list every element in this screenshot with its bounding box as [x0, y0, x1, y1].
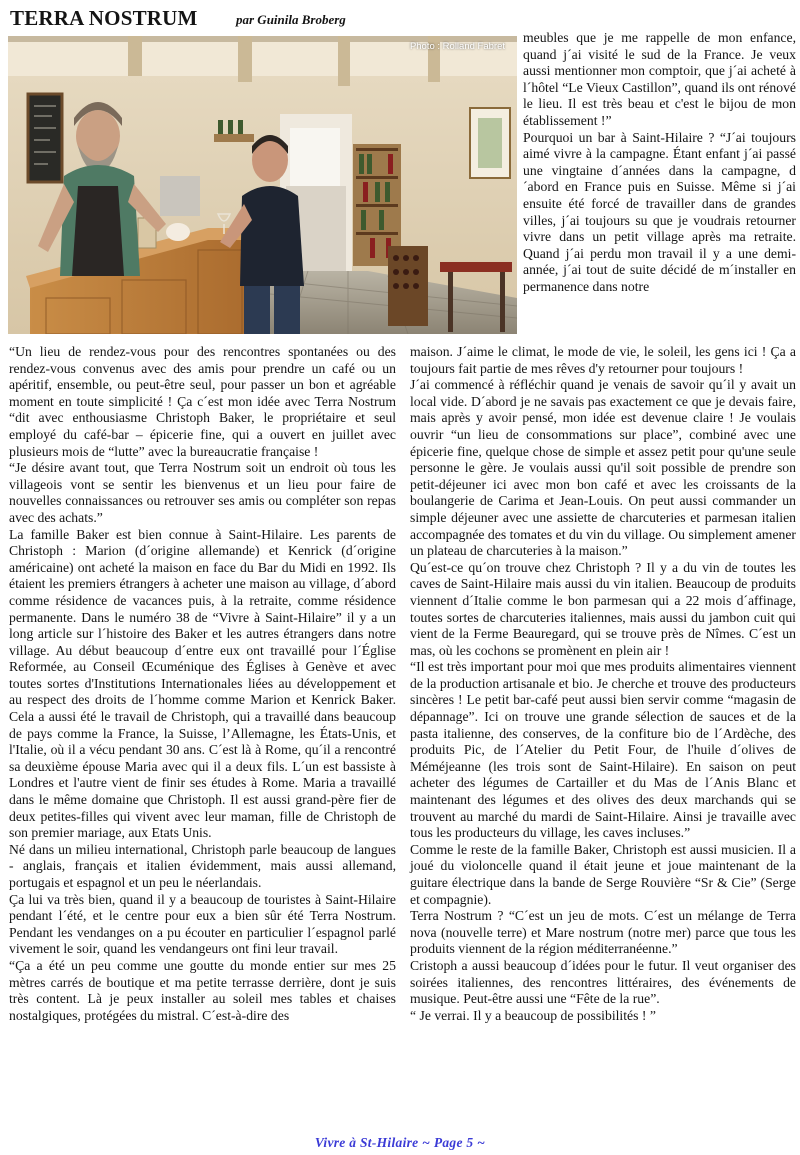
article-text-right-top — [523, 30, 796, 296]
cafe-interior-illustration — [8, 36, 517, 334]
paragraph: J´ai commencé à réfléchir quand je venais de savoir qu´il y avait un local vide. D´abord je ne savais pas exactement ce que je devais faire, mais après y avoir pensé, mon idée est devenue claire ! Je voulais ouvrir “un lieu de consommations sur place”, combiné avec une épicerie fine, quelque chose de simple et assez petit pour qu'une seule personne le gère. Je voulais aussi qu'il soit possible de prendre son petit-déjeuner ici avec mon bon café et avec les croissants de la boulangerie de Carima et Jean-Louis. On peut aussi commander un simple déjeuner avec une assiette de charcuteries et parmesan italien accompagnée des tomates et du vin du village. Ou simplement amener un plateau de charcuteries à la maison.” — [410, 377, 796, 559]
photo-credit: Photo : Rolland Fabret — [409, 41, 505, 52]
paragraph: maison. J´aime le climat, le mode de vie, le soleil, les gens ici ! Ça a toujours fait partie de mes rêves d'y retourner pour toujours ! — [410, 344, 796, 376]
paragraph: Qu´est-ce qu´on trouve chez Christoph ? Il y a du vin de toutes les caves de Saint-Hilaire mais aussi du vin italien. Beaucoup de produits viennent d´Italie comme le bon parmesan qui a 22 mois d´affinage, toutes sortes de charcuteries italiennes, mais aussi du jambon cuit qui vient de la Ferme Beauregard, qui se trouve près de Nîmes. C´est un mas, où les cochons se promènent en plein air ! — [410, 559, 796, 658]
paragraph: meubles que je me rappelle de mon enfance, quand j´ai visité le sud de la France. Je veux aussi mentionner mon comptoir, que j´ai acheté à l´hôtel “Le Vieux Castillon”, quand ils ont rénové le lieu. Il est très beau et c'est le bijou de mon établissement !” — [523, 30, 796, 128]
article-text-right-bottom — [410, 344, 796, 1024]
paragraph: Comme le reste de la famille Baker, Christoph est aussi musicien. Il a joué du violoncelle quand il était jeune et joue maintenant de la guitare électrique dans la bande de Serge Rouvière “Sr & Cie” (Serge et compagnie). — [410, 841, 796, 907]
paragraph: Pourquoi un bar à Saint-Hilaire ? “J´ai toujours aimé vivre à la campagne. Étant enfant j´ai passé une vingtaine d´années dans la campagne, d´abord en France puis en Suisse. Même si j´ai ensuite été forcé de travailler dans de grandes villes, j´ai toujours su que je voudrais retourner vivre dans un petit village après ma retraite. Quand j´ai perdu mon travail il y a une demi-année, j´ai tout de suite décidé de m´installer en permanence dans notre — [523, 129, 796, 294]
paragraph: Ça lui va très bien, quand il y a beaucoup de touristes à Saint-Hilaire pendant l´été, et le centre pour eux a bien sûr été Terra Nostrum. Pendant les vendanges on a pu écouter en particulier l´espagnol parlé vivement le soir, quand les vendangeurs ont fini leur travail. — [9, 891, 396, 957]
page-footer: Vivre à St-Hilaire ~ Page 5 ~ — [314, 1135, 486, 1150]
paragraph: “Je désire avant tout, que Terra Nostrum soit un endroit où tous les villageois vont se sentir les bienvenus et un lieu pour faire de nouvelles connaissances ou retrouver ses amis ou compléter son repas avec des achats.” — [9, 460, 396, 525]
paragraph: “Un lieu de rendez-vous pour des rencontres spontanées ou des rendez-vous convenus avec des amis pour prendre un café ou un apéritif, ensemble, ou peut-être seul, pour passer un bon et agréable moment en toute simplicité ! Ça c´est mon idée avec Terra Nostrum “dit avec enthousiasme Christoph Baker, le propriétaire et seul employé du café-bar – épicerie fine, qui a ouvert en juillet avec plusieurs mois de “lutte” avec la bureaucratie française ! — [9, 344, 396, 459]
paragraph: “Ça a été un peu comme une goutte du monde entier sur mes 25 mètres carrés de boutique et ma petite terrasse derrière, dont je suis très content. Là je peux installer au soleil mes tables et chaises nostalgiques, protégées du mistral. C´est-à-dire des — [9, 957, 396, 1023]
article-title: TERRA NOSTRUM — [10, 6, 198, 30]
paragraph: “ Je verrai. Il y a beaucoup de possibilités ! ” — [410, 1007, 656, 1023]
paragraph: “Il est très important pour moi que mes produits alimentaires viennent de la production artisanale et bio. Je cherche et trouve des producteurs sincères ! Le petit bar-café peut aussi bien servir comme “magasin de dépannage”. Ici on trouve une grande sélection de sauces et de la pasta italienne, des conserves, de la confiture bio de l´Ardèche, des produits Pic, de l´Atelier du Petit Four, de l'huile d´olives de Méméjeanne (les trois sont de Saint-Hilaire). En saison on peut acheter des légumes de Cartailler et du Mas de l´Anis Blanc et maintenant des légumes et des olives des deux marchands qui se trouvent au marché du mardi de Saint-Hilaire. Ainsi je travaille avec tous les producteurs du village, les caves incluses.” — [410, 659, 796, 841]
paragraph: Cristoph a aussi beaucoup d´idées pour le futur. Il veut organiser des soirées italiennes, des rencontres littéraires, des événements de musique. Peut-être aussi une “Fête de la rue”. — [410, 957, 796, 1007]
paragraph: La famille Baker est bien connue à Saint-Hilaire. Les parents de Christoph : Marion (d´origine allemande) et Kenrick (d´origine américaine) ont acheté la maison en face du Bar du Midi en 1992. Ils étaient les premiers étrangers à acheter une maison au village, d´abord comme résidence de vacances puis, à la retraite, comme résidence permanente. Dans le numéro 38 de “Vivre à Saint-Hilaire” il y a un long article sur l´histoire des Baker et les autres étrangers dans notre village. Au début beaucoup d´entre eux ont travaillé pour l´Église Reformée, au Conseil Œcuménique des Églises à Genève et avec toutes sortes d'Institutions Internationales liées au développement et au respect des droits de l´homme comme Marion et Kenrick Baker. Cela a aussi été le travail de Christoph, qui a travaillé dans beaucoup de pays comme la France, la Suisse, l’Allemagne, les États-Unis, et l'Italie, où il a vécu pendant 30 ans. C´est là à Rome, qu´il a rencontré sa deuxième épouse Maria avec qui il a deux fils. L´un est bassiste à Londres et l'autre vient de finir ses études à Rome. Maria a travaillé dans le même domaine que Christoph. Il est aussi grand-père fier de deux petites-filles qui vivent avec leur maman, fille de Christoph de son premier mariage, aux Etats Unis. — [9, 526, 396, 841]
article-text-left — [9, 344, 396, 1024]
paragraph: Terra Nostrum ? “C´est un jeu de mots. C´est un mélange de Terra nova (nouvelle terre) et Mare nostrum (notre mer) parce que tous les produits viennent de la région méditerranéenne.” — [410, 908, 796, 957]
article-photo — [8, 36, 517, 334]
paragraph: Né dans un milieu international, Christoph parle beaucoup de langues - anglais, français et italien évidemment, mais aussi allemand, portugais et espagnol et un peu le néerlandais. — [9, 841, 396, 890]
article-byline: par Guinila Broberg — [236, 12, 346, 27]
